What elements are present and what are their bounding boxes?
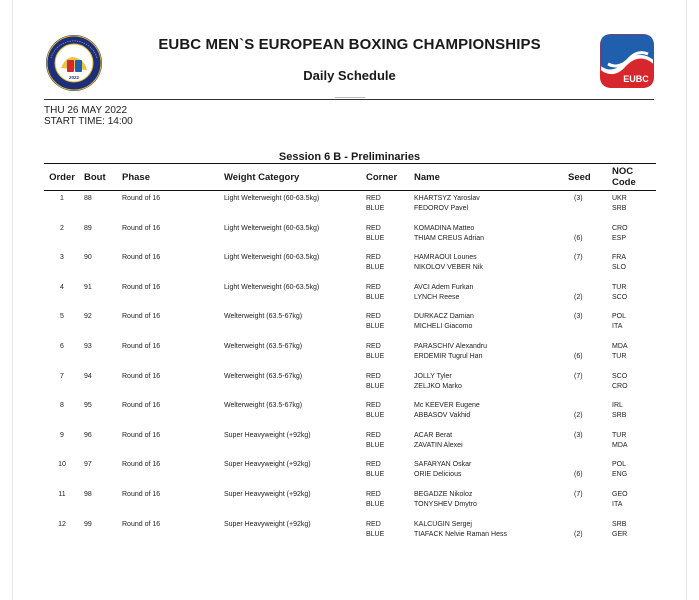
bout-cell: 88 — [84, 195, 92, 202]
table-row — [44, 487, 656, 517]
bout-cell: 92 — [84, 313, 92, 321]
boxer-name-blue: ERDEMIR Tugrul Han — [414, 352, 483, 360]
bout-cell: 96 — [84, 431, 92, 439]
schedule-table — [44, 163, 656, 546]
noc-code-red: POL — [612, 461, 627, 469]
boxer-name-red: DURKACZ Damian — [414, 313, 474, 321]
corner-cell — [362, 428, 410, 458]
corner-cell — [362, 191, 410, 221]
eubc-logo-text: EUBC — [623, 74, 649, 84]
corner-red: RED — [366, 490, 381, 498]
bout-cell: 89 — [84, 224, 92, 232]
table-row — [44, 280, 656, 310]
boxer-name-cell — [410, 487, 564, 517]
seed-cell — [564, 250, 608, 280]
order-cell: 12 — [58, 520, 66, 528]
phase-cell: Round of 16 — [122, 461, 161, 469]
table-row — [44, 428, 656, 458]
order-cell: 6 — [60, 342, 64, 350]
corner-blue: BLUE — [366, 530, 385, 538]
corner-cell — [362, 250, 410, 280]
table-row — [44, 309, 656, 339]
corner-cell — [362, 221, 410, 251]
noc-code-cell — [608, 250, 656, 280]
corner-cell — [362, 369, 410, 399]
boxer-name-blue: ORIE Delicious — [414, 471, 462, 479]
corner-blue: BLUE — [366, 441, 385, 449]
seed-blue: (2) — [574, 412, 583, 420]
seed-red: (3) — [574, 431, 583, 439]
seed-red — [574, 283, 604, 293]
schedule-body — [44, 191, 656, 547]
corner-blue: BLUE — [366, 205, 385, 212]
seed-red: (3) — [574, 195, 583, 202]
seed-cell — [564, 369, 608, 399]
page-edge-left — [12, 0, 13, 600]
session-title: Session 6 B - Preliminaries — [278, 151, 421, 163]
boxer-name-cell — [410, 280, 564, 310]
corner-cell — [362, 398, 410, 428]
header-divider — [44, 99, 654, 100]
boxer-name-cell — [410, 339, 564, 369]
noc-code-red: IRL — [612, 402, 623, 410]
corner-cell — [362, 457, 410, 487]
table-header-row — [44, 164, 656, 191]
noc-code-blue: MDA — [612, 441, 628, 449]
corner-blue: BLUE — [366, 412, 385, 420]
boxer-name-red: Mc KEEVER Eugene — [414, 402, 480, 410]
corner-cell — [362, 339, 410, 369]
noc-code-cell — [608, 309, 656, 339]
noc-code-blue: CRO — [612, 382, 628, 390]
schedule-start-time: START TIME: 14:00 — [44, 116, 133, 127]
corner-cell — [362, 517, 410, 547]
boxer-name-cell — [410, 517, 564, 547]
corner-red: RED — [366, 520, 381, 528]
noc-code-cell — [608, 517, 656, 547]
weight-category-cell: Welterweight (63.5-67kg) — [224, 402, 303, 410]
noc-code-cell — [608, 221, 656, 251]
phase-cell: Round of 16 — [122, 372, 161, 380]
order-cell: 2 — [60, 224, 64, 232]
corner-blue: BLUE — [366, 323, 385, 331]
document-title: EUBC MEN`S EUROPEAN BOXING CHAMPIONSHIPS — [158, 36, 541, 53]
seed-red: (7) — [574, 254, 583, 262]
weight-category-cell: Super Heavyweight (+92kg) — [224, 490, 311, 498]
bout-cell: 95 — [84, 402, 92, 410]
noc-code-red: GEO — [612, 490, 628, 498]
noc-code-blue: SLO — [612, 264, 627, 272]
bout-cell: 94 — [84, 372, 92, 380]
boxer-name-red: HAMRAOUI Lounes — [414, 254, 477, 262]
seed-cell — [564, 487, 608, 517]
boxer-name-cell — [410, 250, 564, 280]
weight-category-cell: Welterweight (63.5-67kg) — [224, 372, 303, 380]
corner-blue: BLUE — [366, 352, 385, 360]
corner-blue: BLUE — [366, 234, 385, 242]
corner-red: RED — [366, 224, 381, 232]
bout-cell: 97 — [84, 461, 92, 469]
noc-code-blue: ITA — [612, 500, 623, 508]
boxer-name-blue: ABBASOV Vakhid — [414, 412, 471, 420]
boxer-name-red: PARASCHIV Alexandru — [414, 342, 488, 350]
seed-red — [574, 460, 604, 470]
noc-code-cell — [608, 339, 656, 369]
bout-cell: 99 — [84, 520, 92, 528]
table-row — [44, 369, 656, 399]
corner-blue: BLUE — [366, 293, 385, 301]
corner-red: RED — [366, 372, 381, 380]
corner-cell — [362, 280, 410, 310]
bout-cell: 91 — [84, 283, 92, 291]
bout-cell: 90 — [84, 254, 92, 262]
noc-code-cell — [608, 487, 656, 517]
corner-red: RED — [366, 195, 381, 202]
table-row — [44, 339, 656, 369]
noc-code-blue: ENG — [612, 471, 628, 479]
seed-blue: (6) — [574, 234, 583, 242]
corner-blue: BLUE — [366, 500, 385, 508]
document-subtitle: Daily Schedule — [303, 68, 396, 83]
seed-red: (3) — [574, 313, 583, 321]
phase-cell: Round of 16 — [122, 195, 161, 202]
bout-cell: 98 — [84, 490, 92, 498]
seed-cell — [564, 517, 608, 547]
seed-cell — [564, 309, 608, 339]
corner-blue: BLUE — [366, 264, 385, 272]
weight-category-cell: Super Heavyweight (+92kg) — [224, 520, 311, 528]
seed-cell — [564, 457, 608, 487]
seed-blue — [574, 322, 604, 332]
phase-cell: Round of 16 — [122, 313, 161, 321]
table-row — [44, 191, 656, 221]
corner-red: RED — [366, 431, 381, 439]
seed-blue — [574, 500, 604, 510]
corner-red: RED — [366, 402, 381, 410]
seed-red: (7) — [574, 490, 583, 498]
table-row — [44, 517, 656, 547]
boxer-name-cell — [410, 309, 564, 339]
weight-category-cell: Welterweight (63.5-67kg) — [224, 313, 303, 321]
boxer-name-red: BEGADZE Nikoloz — [414, 490, 473, 498]
col-header-order: Order — [44, 164, 80, 191]
boxer-name-red: KALCUGIN Sergej — [414, 520, 472, 528]
seed-blue — [574, 382, 604, 392]
noc-code-red: TUR — [612, 283, 627, 291]
boxer-name-red: KOMADINA Matteo — [414, 224, 475, 232]
seed-cell — [564, 339, 608, 369]
noc-code-blue: SRB — [612, 412, 627, 420]
col-header-corner: Corner — [362, 164, 410, 191]
order-cell: 5 — [60, 313, 64, 321]
seed-red — [574, 401, 604, 411]
boxer-name-cell — [410, 191, 564, 221]
corner-blue: BLUE — [366, 471, 385, 479]
noc-code-blue: SRB — [612, 205, 627, 212]
phase-cell: Round of 16 — [122, 520, 161, 528]
order-cell: 11 — [58, 490, 66, 498]
seed-blue — [574, 441, 604, 451]
seed-cell — [564, 280, 608, 310]
phase-cell: Round of 16 — [122, 254, 161, 262]
weight-category-cell: Light Welterweight (60-63.5kg) — [224, 195, 320, 202]
seed-cell — [564, 398, 608, 428]
order-cell: 9 — [60, 431, 64, 439]
seed-blue: (6) — [574, 471, 583, 479]
boxer-name-blue: TIAFACK Nelvie Raman Hess — [414, 530, 507, 538]
seed-red — [574, 520, 604, 530]
boxer-name-red: ACAR Berat — [414, 431, 453, 439]
seed-blue: (2) — [574, 293, 583, 301]
phase-cell: Round of 16 — [122, 342, 161, 350]
col-header-seed: Seed — [564, 164, 608, 191]
noc-code-cell — [608, 457, 656, 487]
noc-code-cell — [608, 369, 656, 399]
seed-red — [574, 224, 604, 234]
boxer-name-cell — [410, 457, 564, 487]
boxer-name-red: SAFARYAN Oskar — [414, 461, 472, 469]
seed-cell — [564, 428, 608, 458]
order-cell: 1 — [60, 195, 64, 202]
seed-cell — [564, 221, 608, 251]
corner-red: RED — [366, 342, 381, 350]
col-header-weight-category: Weight Category — [220, 164, 362, 191]
boxer-name-cell — [410, 428, 564, 458]
corner-red: RED — [366, 461, 381, 469]
noc-code-red: SRB — [612, 520, 627, 528]
order-cell: 7 — [60, 372, 64, 380]
order-cell: 3 — [60, 254, 64, 262]
noc-code-red: UKR — [612, 195, 627, 202]
noc-code-blue: ITA — [612, 323, 623, 331]
seed-blue: (6) — [574, 352, 583, 360]
page-edge-right — [686, 0, 687, 600]
corner-cell — [362, 309, 410, 339]
col-header-noc-code: NOC Code — [608, 164, 656, 191]
noc-code-red: POL — [612, 313, 627, 321]
noc-code-blue: TUR — [612, 352, 627, 360]
boxer-name-red: AVCI Adem Furkan — [414, 283, 474, 291]
seed-blue — [574, 263, 604, 273]
noc-code-cell — [608, 280, 656, 310]
bout-cell: 93 — [84, 342, 92, 350]
order-cell: 8 — [60, 402, 64, 410]
weight-category-cell: Light Welterweight (60-63.5kg) — [224, 224, 320, 232]
noc-code-blue: ESP — [612, 234, 627, 242]
boxer-name-blue: NIKOLOV VEBER Nik — [414, 264, 483, 272]
phase-cell: Round of 16 — [122, 431, 161, 439]
noc-code-cell — [608, 398, 656, 428]
header-rule-mark — [335, 97, 365, 98]
col-header-bout: Bout — [80, 164, 118, 191]
corner-red: RED — [366, 313, 381, 321]
noc-code-red: SCO — [612, 372, 628, 380]
boxer-name-red: JOLLY Tyler — [414, 372, 452, 380]
boxer-name-blue: ZAVATIN Alexei — [414, 441, 463, 449]
noc-code-red: MDA — [612, 342, 628, 350]
corner-cell — [362, 487, 410, 517]
phase-cell: Round of 16 — [122, 224, 161, 232]
order-cell: 4 — [60, 283, 64, 291]
boxer-name-blue: LYNCH Reese — [414, 293, 460, 301]
boxer-name-blue: MICHELI Giacomo — [414, 323, 473, 331]
col-header-phase: Phase — [118, 164, 220, 191]
weight-category-cell: Super Heavyweight (+92kg) — [224, 461, 311, 469]
boxer-name-blue: FEDOROV Pavel — [414, 205, 469, 212]
weight-category-cell: Super Heavyweight (+92kg) — [224, 431, 311, 439]
boxer-name-cell — [410, 221, 564, 251]
noc-code-blue: SCO — [612, 293, 628, 301]
boxer-name-cell — [410, 398, 564, 428]
table-row — [44, 398, 656, 428]
order-cell: 10 — [58, 461, 66, 469]
phase-cell: Round of 16 — [122, 490, 161, 498]
phase-cell: Round of 16 — [122, 402, 161, 410]
noc-code-cell — [608, 191, 656, 221]
boxer-name-blue: TONYSHEV Dmytro — [414, 500, 477, 508]
corner-blue: BLUE — [366, 382, 385, 390]
seed-blue: (2) — [574, 530, 583, 538]
table-row — [44, 221, 656, 251]
table-row — [44, 250, 656, 280]
seed-cell — [564, 191, 608, 221]
boxer-name-blue: ZELJKO Marko — [414, 382, 462, 390]
phase-cell: Round of 16 — [122, 283, 161, 291]
boxer-name-red: KHARTSYZ Yaroslav — [414, 195, 480, 202]
noc-code-red: FRA — [612, 254, 626, 262]
table-row — [44, 457, 656, 487]
weight-category-cell: Light Welterweight (60-63.5kg) — [224, 254, 320, 262]
seed-blue — [574, 204, 604, 214]
noc-code-cell — [608, 428, 656, 458]
noc-code-red: CRO — [612, 224, 628, 232]
noc-code-blue: GER — [612, 530, 628, 538]
boxer-name-blue: THIAM CREUS Adrian — [414, 234, 485, 242]
col-header-name: Name — [410, 164, 564, 191]
weight-category-cell: Light Welterweight (60-63.5kg) — [224, 283, 320, 291]
boxer-name-cell — [410, 369, 564, 399]
corner-red: RED — [366, 283, 381, 291]
seed-red — [574, 342, 604, 352]
corner-red: RED — [366, 254, 381, 262]
schedule-date: THU 26 MAY 2022 — [44, 105, 128, 116]
seed-red: (7) — [574, 372, 583, 380]
noc-code-red: TUR — [612, 431, 627, 439]
emblem-year: 2022 — [68, 75, 80, 80]
weight-category-cell: Welterweight (63.5-67kg) — [224, 342, 303, 350]
